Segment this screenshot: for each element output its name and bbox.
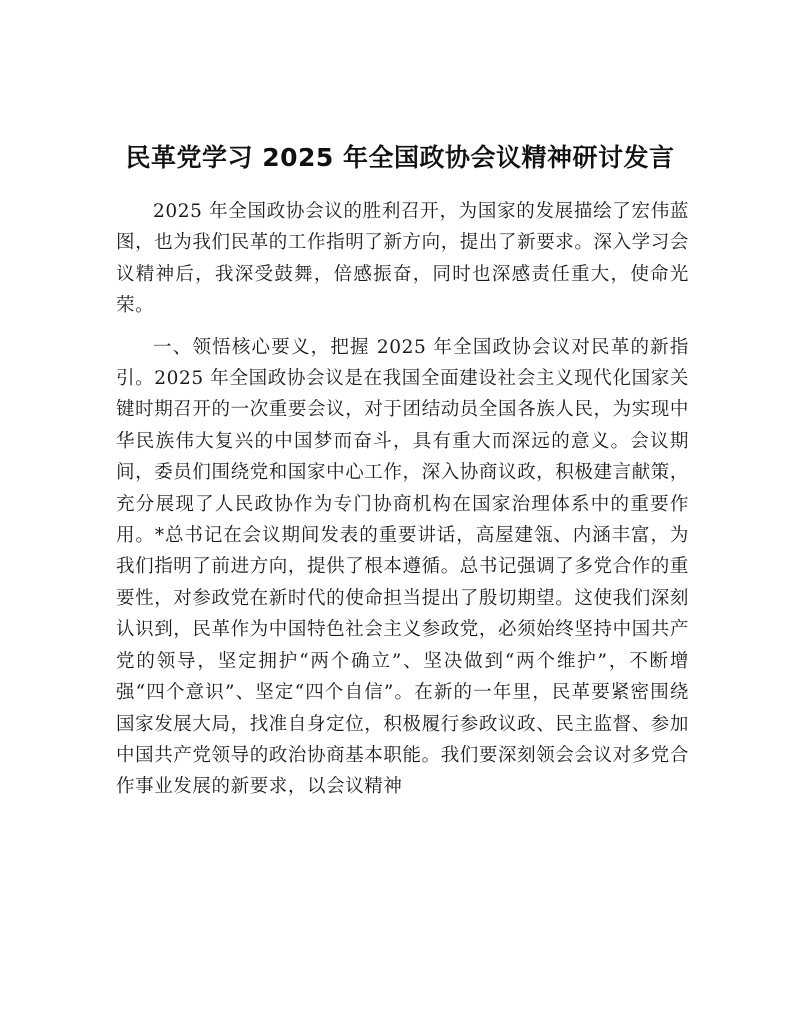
paragraph-intro: 2025 年全国政协会议的胜利召开，为国家的发展描绘了宏伟蓝图，也为我们民革的工作指明了新方向，提出了新要求。深入学习会议精神后，我深受鼓舞，倍感振奋，同时也深感责任重大，使命光荣。 — [116, 201, 690, 317]
paragraph-section-one: 一、领悟核心要义，把握 2025 年全国政协会议对民革的新指引。2025 年全国政协会议是在我国全面建设社会主义现代化国家关键时期召开的一次重要会议，对于团结动员全国各族人民，为实现中华民族伟大复兴的中国梦而奋斗，具有重大而深远的意义。会议期间，委员们围绕党和国家中心工作，深入协商议政，积极建言献策，充分展现了人民政协作为专门协商机构在国家治理体系中的重要作用。*总书记在会议期间发表的重要讲话，高屋建瓴、内涵丰富，为我们指明了前进方向，提供了根本遵循。总书记强调了多党合作的重要性，对参政党在新时代的使命担当提出了殷切期望。这使我们深刻认识到，民革作为中国特色社会主义参政党，必须始终坚持中国共产党的领导，坚定拥护“两个确立”、坚决做到“两个维护”，不断增强“四个意识”、坚定“四个自信”。在新的一年里，民革要紧密围绕国家发展大局，找准自身定位，积极履行参政议政、民主监督、参加中国共产党领导的政治协商基本职能。我们要深刻领会会议对多党合作事业发展的新要求，以会议精神 — [116, 336, 690, 798]
document-body — [116, 196, 689, 807]
document-title: 民革党学习 2025 年全国政协会议精神研讨发言 — [125, 143, 675, 172]
